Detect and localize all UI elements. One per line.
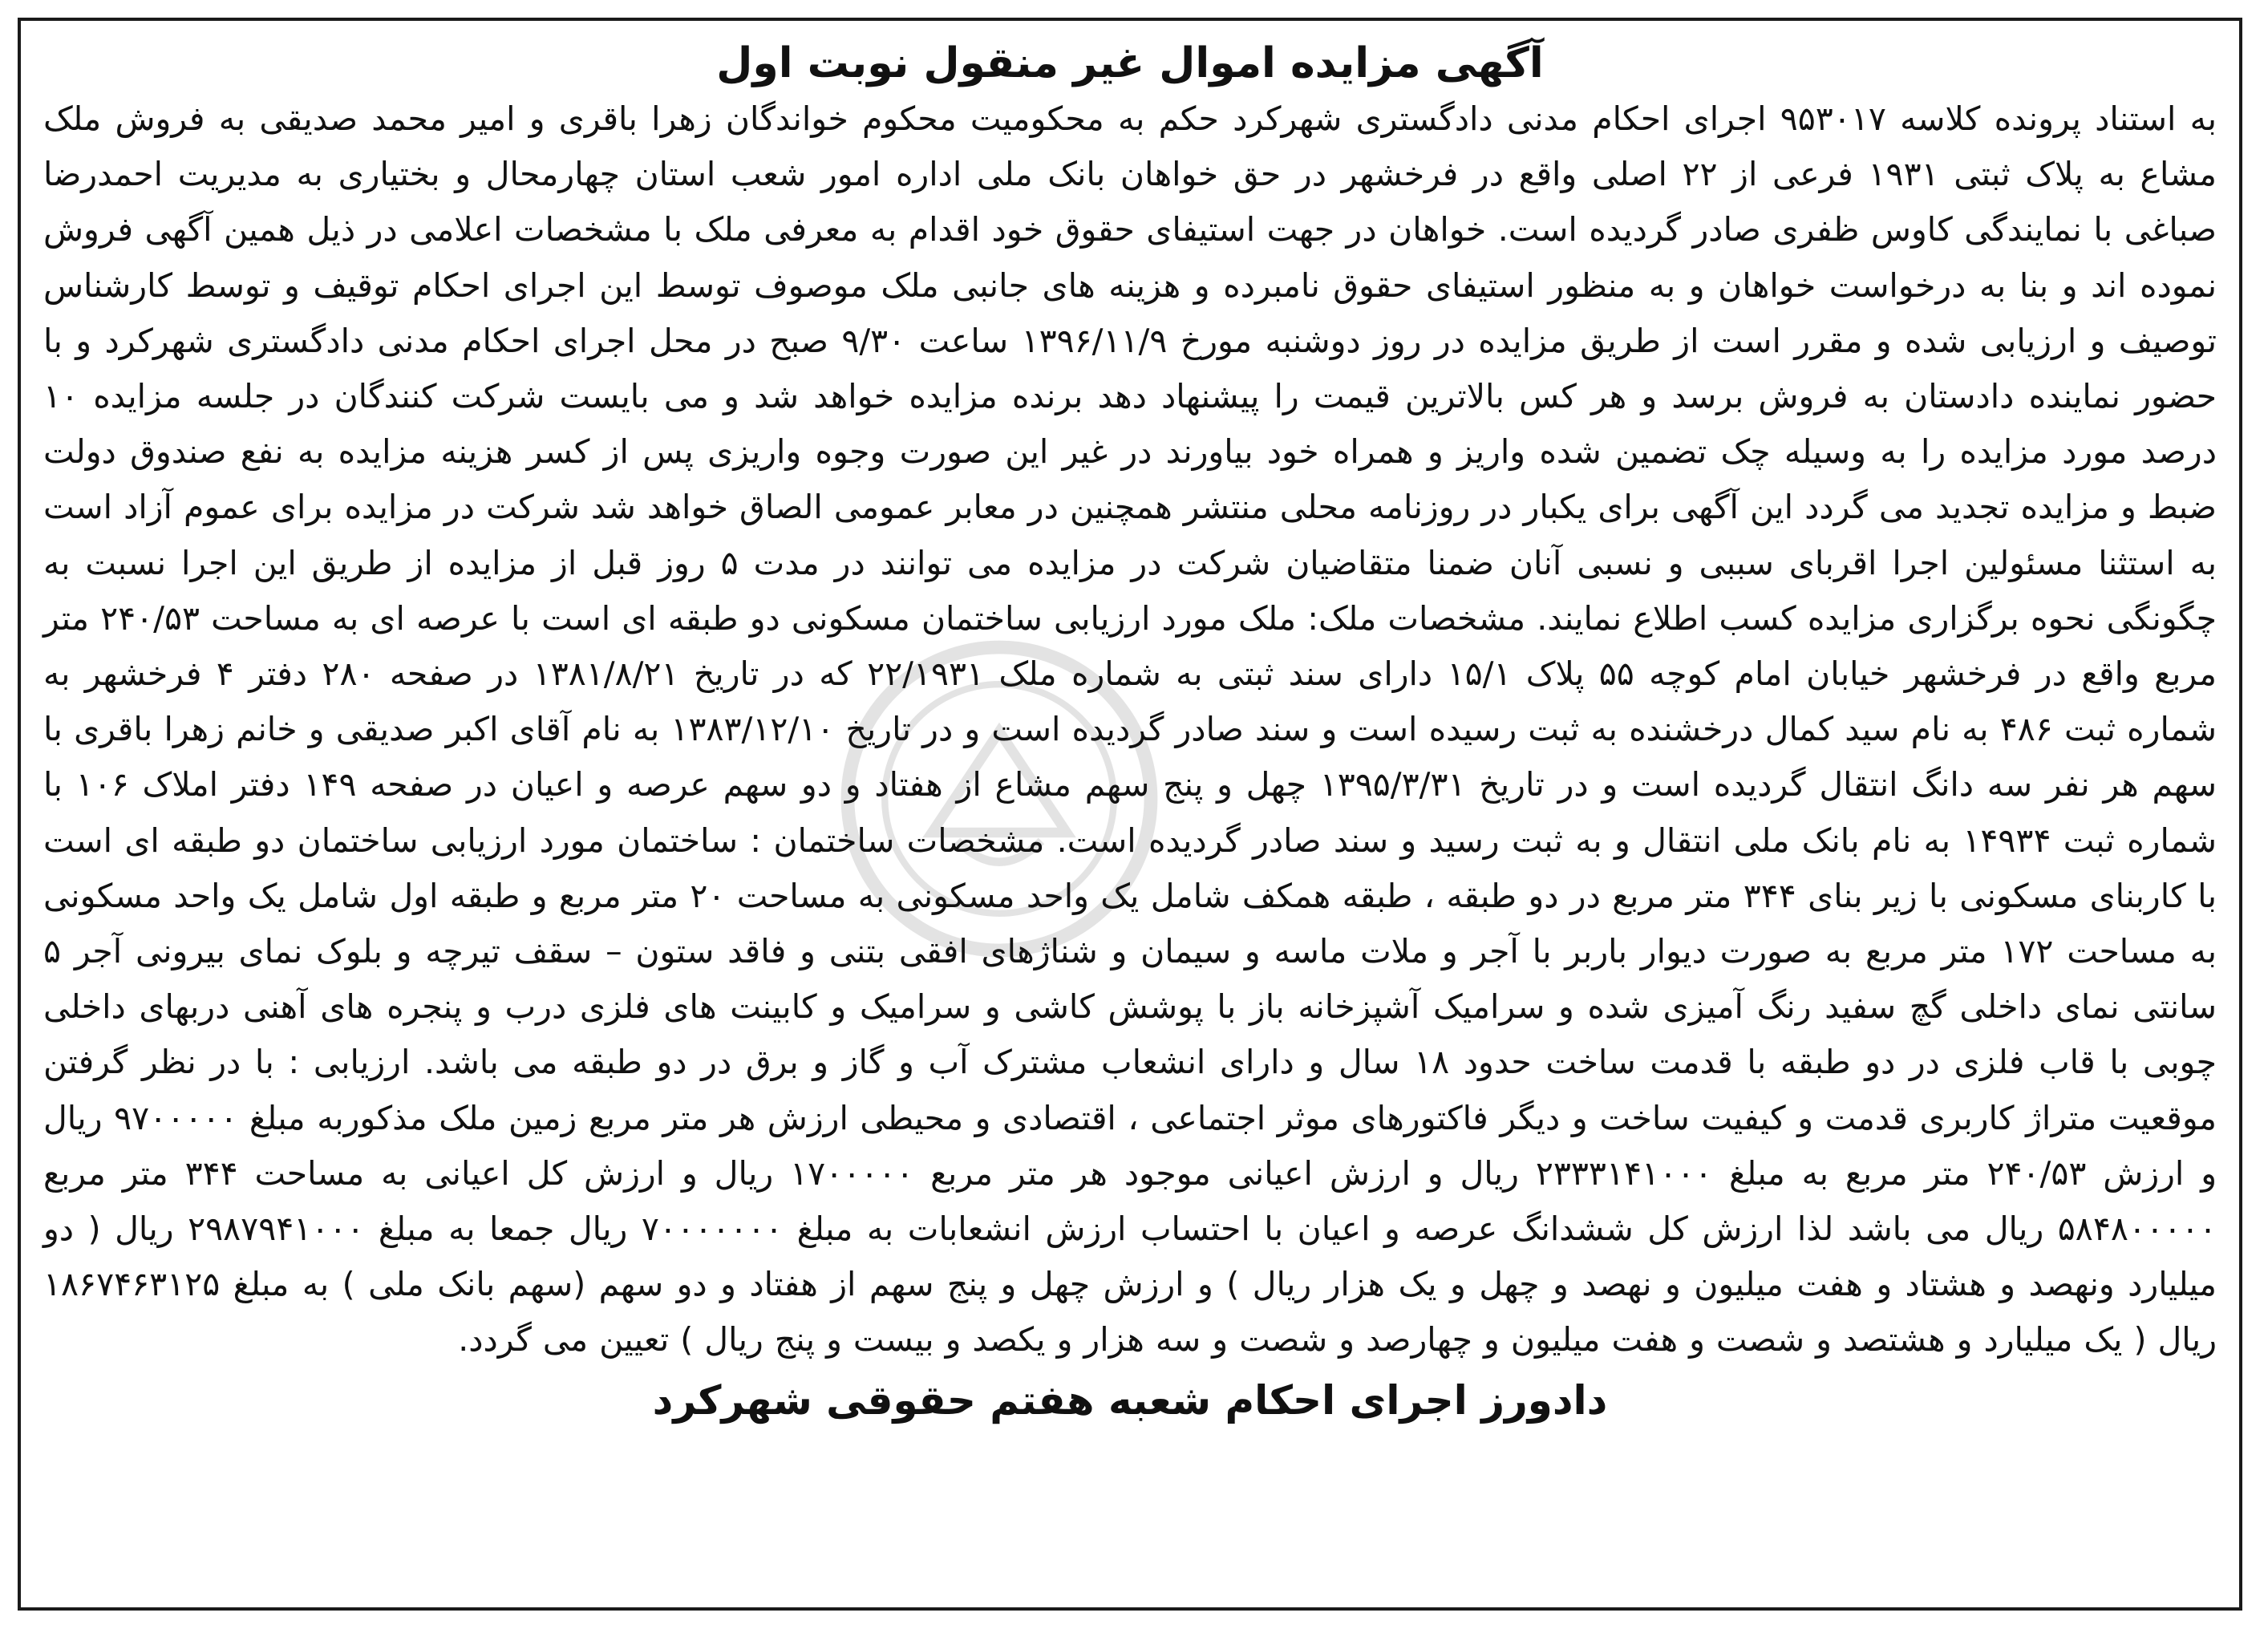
notice-title: آگهی مزایده اموال غیر منقول نوبت اول (716, 39, 1544, 87)
notice-signature: دادورز اجرای احکام شعبه هفتم حقوقی شهرکرد (652, 1376, 1608, 1424)
notice-content (43, 35, 2217, 1593)
notice-body: به استناد پرونده کلاسه ۹۵۳۰۱۷ اجرای احکام مدنی دادگستری شهرکرد حکم به محکومیت محکوم خواندگان زهرا باقری و امیر محمد صدیقی به فروش ملک مشاع به پلاک ثبتی ۱۹۳۱ فرعی از ۲۲ اصلی واقع در فرخشهر در حق خواهان بانک ملی اداره امور شعب استان چهارمحال و بختیاری به مدیریت احمدرضا صباغی با نمایندگی کاوس ظفری صادر گردیده است. خواهان در جهت استیفای حقوق خود اقدام به معرفی ملک با مشخصات اعلامی در ذیل همین آگهی فروش نموده اند و بنا به درخواست خواهان و به منظور استیفای حقوق نامبرده و هزینه های جانبی ملک موصوف توسط این اجرای احکام توقیف و توسط کارشناس توصیف و ارزیابی شده و مقرر است از طریق مزایده در روز دوشنبه مورخ ۱۳۹۶/۱۱/۹ ساعت ۹/۳۰ صبح در محل اجرای احکام مدنی دادگستری شهرکرد و با حضور نماینده دادستان به فروش برسد و هر کس بالاترین قیمت را پیشنهاد دهد برنده مزایده خواهد شد و می بایست شرکت کنندگان در جلسه مزایده ۱۰ درصد مورد مزایده را به وسیله چک تضمین شده واریز و همراه خود بیاورند در غیر این صورت وجوه واریزی پس از کسر هزینه مزایده به نفع صندوق دولت ضبط و مزایده تجدید می گردد این آگهی برای یکبار در روزنامه محلی منتشر همچنین در معابر عمومی الصاق خواهد شد شرکت در مزایده برای عموم آزاد است به استثنا مسئولین اجرا اقربای سببی و نسبی آنان ضمنا متقاضیان شرکت در مزایده می توانند در مدت ۵ روز قبل از مزایده از طریق این اجرا نسبت به چگونگی نحوه برگزاری مزایده کسب اطلاع نمایند. مشخصات ملک: ملک مورد ارزیابی ساختمان مسکونی دو طبقه ای است با عرصه ای به مساحت ۲۴۰/۵۳ متر مربع واقع در فرخشهر خیابان امام کوچه ۵۵ پلاک ۱۵/۱ دارای سند ثبتی به شماره ملک ۲۲/۱۹۳۱ که در تاریخ ۱۳۸۱/۸/۲۱ در صفحه ۲۸۰ دفتر ۴ فرخشهر به شماره ثبت ۴۸۶ به نام سید کمال درخشنده به ثبت رسیده است و سند صادر گردیده است و در تاریخ ۱۳۸۳/۱۲/۱۰ به نام آقای اکبر صدیقی و خانم زهرا باقری با سهم هر نفر سه دانگ انتقال گردیده است و در تاریخ ۱۳۹۵/۳/۳۱ چهل و پنج سهم مشاع از هفتاد و دو سهم عرصه و اعیان در صفحه ۱۴۹ دفتر املاک ۱۰۶ با شماره ثبت ۱۴۹۳۴ به نام بانک ملی انتقال و به ثبت رسید و سند صادر گردیده است. مشخصات ساختمان : ساختمان مورد ارزیابی ساختمان دو طبقه ای است با کاربنای مسکونی با زیر بنای ۳۴۴ متر مربع در دو طبقه ، طبقه همکف شامل یک واحد مسکونی به مساحت ۲۰ متر مربع و طبقه اول شامل یک واحد مسکونی به مساحت ۱۷۲ متر مربع به صورت دیوار باربر با آجر و ملات ماسه و سیمان و شناژهای افقی بتنی و فاقد ستون – سقف تیرچه و بلوک نمای بیرونی آجر ۵ سانتی نمای داخلی گچ سفید رنگ آمیزی شده و سرامیک آشپزخانه باز با پوشش کاشی و سرامیک و کابینت های فلزی درب و پنجره های آهنی دربهای داخلی چوبی با قاب فلزی در دو طبقه با قدمت ساخت حدود ۱۸ سال و دارای انشعاب مشترک آب و گاز و برق در دو طبقه می باشد. ارزیابی : با در نظر گرفتن موقعیت متراژ کاربری قدمت و کیفیت ساخت و دیگر فاکتورهای موثر اجتماعی ، اقتصادی و محیطی ارزش هر متر مربع زمین ملک مذکوربه مبلغ ۹۷۰۰۰۰۰ ریال و ارزش ۲۴۰/۵۳ متر مربع به مبلغ ۲۳۳۳۱۴۱۰۰۰ ریال و ارزش اعیانی موجود هر متر مربع ۱۷۰۰۰۰۰ ریال و ارزش کل اعیانی به مساحت ۳۴۴ متر مربع ۵۸۴۸۰۰۰۰۰ ریال می باشد لذا ارزش کل ششدانگ عرصه و اعیان با احتساب ارزش انشعابات به مبلغ ۷۰۰۰۰۰۰۰ ریال جمعا به مبلغ ۲۹۸۷۹۴۱۰۰۰ ریال ( دو میلیارد ونهصد و هشتاد و هفت میلیون و نهصد و چهل و یک هزار ریال ) و ارزش چهل و پنج سهم از هفتاد و دو سهم (سهم بانک ملی ) به مبلغ ۱۸۶۷۴۶۳۱۲۵ ریال ( یک میلیارد و هشتصد و شصت و هفت میلیون و چهارصد و شصت و سه هزار و یکصد و بیست و پنج ریال ) تعیین می گردد. (43, 99, 2217, 1359)
notice-frame (18, 18, 2242, 1611)
